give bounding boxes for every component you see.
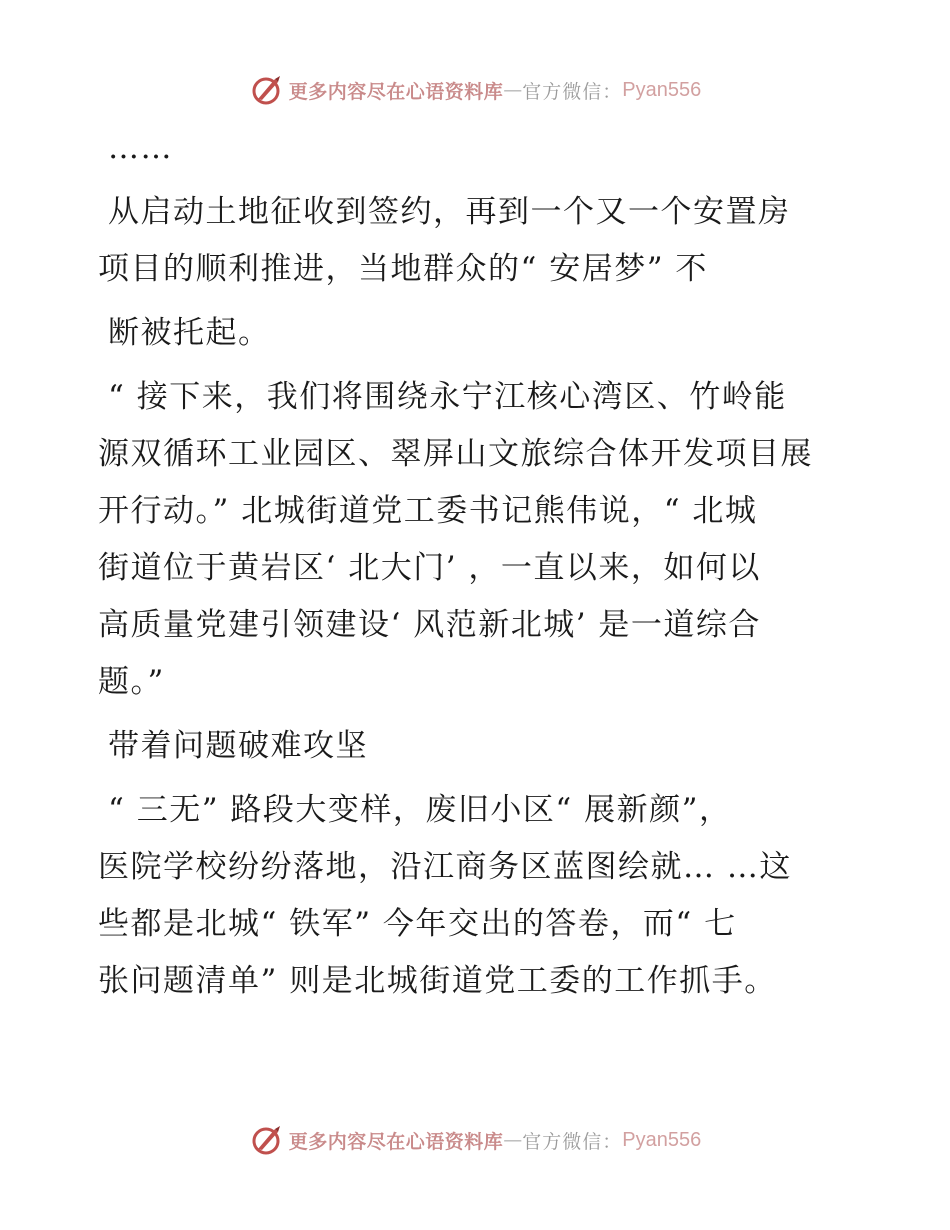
ellipsis-line: …… xyxy=(108,130,173,166)
watermark-wechat-id: Pyan556 xyxy=(622,1128,702,1151)
paragraph-line: 断被托起。 xyxy=(108,315,271,351)
paragraph-line: 高质量党建引领建设‘ 风范新北城’ 是一道综合 xyxy=(98,607,761,643)
footer-watermark xyxy=(0,1120,950,1160)
header-watermark xyxy=(0,70,950,110)
paragraph-line: 开行动。” 北城街道党工委书记熊伟说，“ 北城 xyxy=(98,493,758,529)
document-body xyxy=(98,120,858,1010)
watermark-dash: — xyxy=(503,79,523,101)
watermark-dash: — xyxy=(503,1129,523,1151)
paragraph-line: 从启动土地征收到签约，再到一个又一个安置房 xyxy=(108,194,791,230)
paragraph-line: 街道位于黄岩区‘ 北大门’ ，一直以来，如何以 xyxy=(98,550,761,586)
paragraph-line: 源双循环工业园区、翠屏山文旅综合体开发项目展 xyxy=(98,436,813,472)
paragraph-line: 医院学校纷纷落地，沿江商务区蓝图绘就… …这 xyxy=(98,849,792,885)
paragraph-line: “ 三无” 路段大变样，废旧小区“ 展新颜”， xyxy=(108,792,732,828)
paragraph-line: 项目的顺利推进，当地群众的“ 安居梦” 不 xyxy=(98,251,708,287)
watermark-official-label: 官方微信： xyxy=(522,1130,623,1153)
section-heading: 带着问题破难攻坚 xyxy=(108,728,368,764)
watermark-main-text: 更多内容尽在心语资料库 xyxy=(288,80,504,103)
paragraph-line: 题。” xyxy=(98,664,165,700)
watermark-wechat-id: Pyan556 xyxy=(622,78,702,101)
paragraph-line: 张问题清单” 则是北城街道党工委的工作抓手。 xyxy=(98,963,777,999)
watermark-main-text: 更多内容尽在心语资料库 xyxy=(288,1130,504,1153)
paragraph-line: 些都是北城“ 铁军” 今年交出的答卷，而“ 七 xyxy=(98,906,737,942)
paragraph-line: “ 接下来，我们将围绕永宁江核心湾区、竹岭能 xyxy=(108,379,787,415)
quill-logo-icon xyxy=(249,1123,283,1157)
quill-logo-icon xyxy=(249,73,283,107)
watermark-official-label: 官方微信： xyxy=(522,80,623,103)
